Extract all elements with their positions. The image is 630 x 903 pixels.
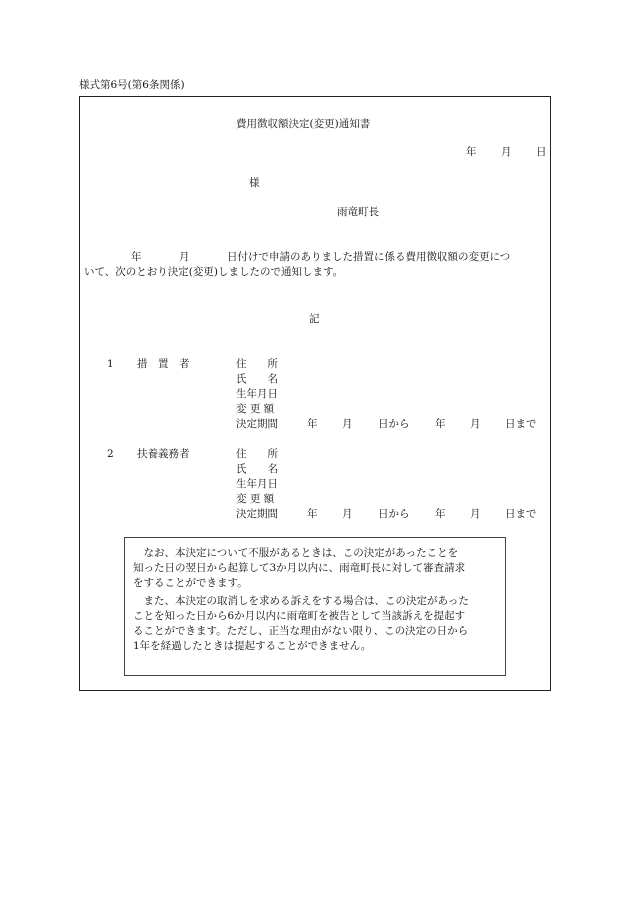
item-label: 扶養義務者	[137, 448, 190, 460]
period-end-day: 日まで	[505, 508, 537, 520]
date-year: 年	[466, 146, 477, 158]
appeal-notice-box	[124, 537, 506, 676]
item-number: 2	[107, 448, 114, 460]
period-end-day: 日まで	[505, 418, 537, 430]
field-amount: 変 更 額	[236, 403, 275, 415]
form-label: 様式第6号(第6条関係)	[79, 79, 185, 91]
notice-line: なお、本決定について不服があるときは、この決定があったことを	[133, 547, 459, 559]
body-month: 月	[179, 251, 190, 263]
body-line1-rest: 日付けで申請のありました措置に係る費用徴収額の変更につ	[227, 251, 511, 263]
field-birth: 生年月日	[236, 478, 278, 490]
period-start-day: 日から	[378, 508, 410, 520]
document-title: 費用徴収額決定(変更)通知書	[236, 118, 371, 130]
period-end-month: 月	[470, 418, 481, 430]
field-amount: 変 更 額	[236, 493, 275, 505]
notice-line: また、本決定の取消しを求める訴えをする場合は、この決定があった	[133, 595, 469, 607]
period-start-month: 月	[342, 418, 353, 430]
period-start-year: 年	[307, 508, 318, 520]
ki-marker: 記	[309, 313, 320, 325]
addressee-suffix: 様	[249, 177, 260, 189]
field-name: 氏 名	[236, 463, 278, 475]
period-end-year: 年	[435, 508, 446, 520]
field-address: 住 所	[236, 358, 278, 370]
field-period: 決定期間	[236, 418, 278, 430]
field-name: 氏 名	[236, 373, 278, 385]
period-end-month: 月	[470, 508, 481, 520]
body-line2: いて、次のとおり決定(変更)しましたので通知します。	[84, 266, 344, 278]
item-label: 措 置 者	[137, 358, 190, 370]
period-start-month: 月	[342, 508, 353, 520]
notice-line: 1年を経過したときは提起することができません。	[133, 640, 372, 652]
notice-line: ることができます。ただし、正当な理由がない限り、この決定の日から	[133, 625, 469, 637]
field-birth: 生年月日	[236, 388, 278, 400]
period-start-day: 日から	[378, 418, 410, 430]
period-end-year: 年	[435, 418, 446, 430]
notice-line: 知った日の翌日から起算して3か月以内に、雨竜町長に対して審査請求	[133, 562, 466, 574]
notice-line: をすることができます。	[133, 577, 248, 589]
date-day: 日	[536, 146, 547, 158]
date-month: 月	[501, 146, 512, 158]
field-period: 決定期間	[236, 508, 278, 520]
body-year: 年	[131, 251, 142, 263]
notice-line: ことを知った日から6か月以内に雨竜町を被告として当該訴えを提起す	[133, 610, 466, 622]
period-start-year: 年	[307, 418, 318, 430]
issuer: 雨竜町長	[337, 206, 379, 218]
field-address: 住 所	[236, 448, 278, 460]
item-number: 1	[107, 358, 114, 370]
